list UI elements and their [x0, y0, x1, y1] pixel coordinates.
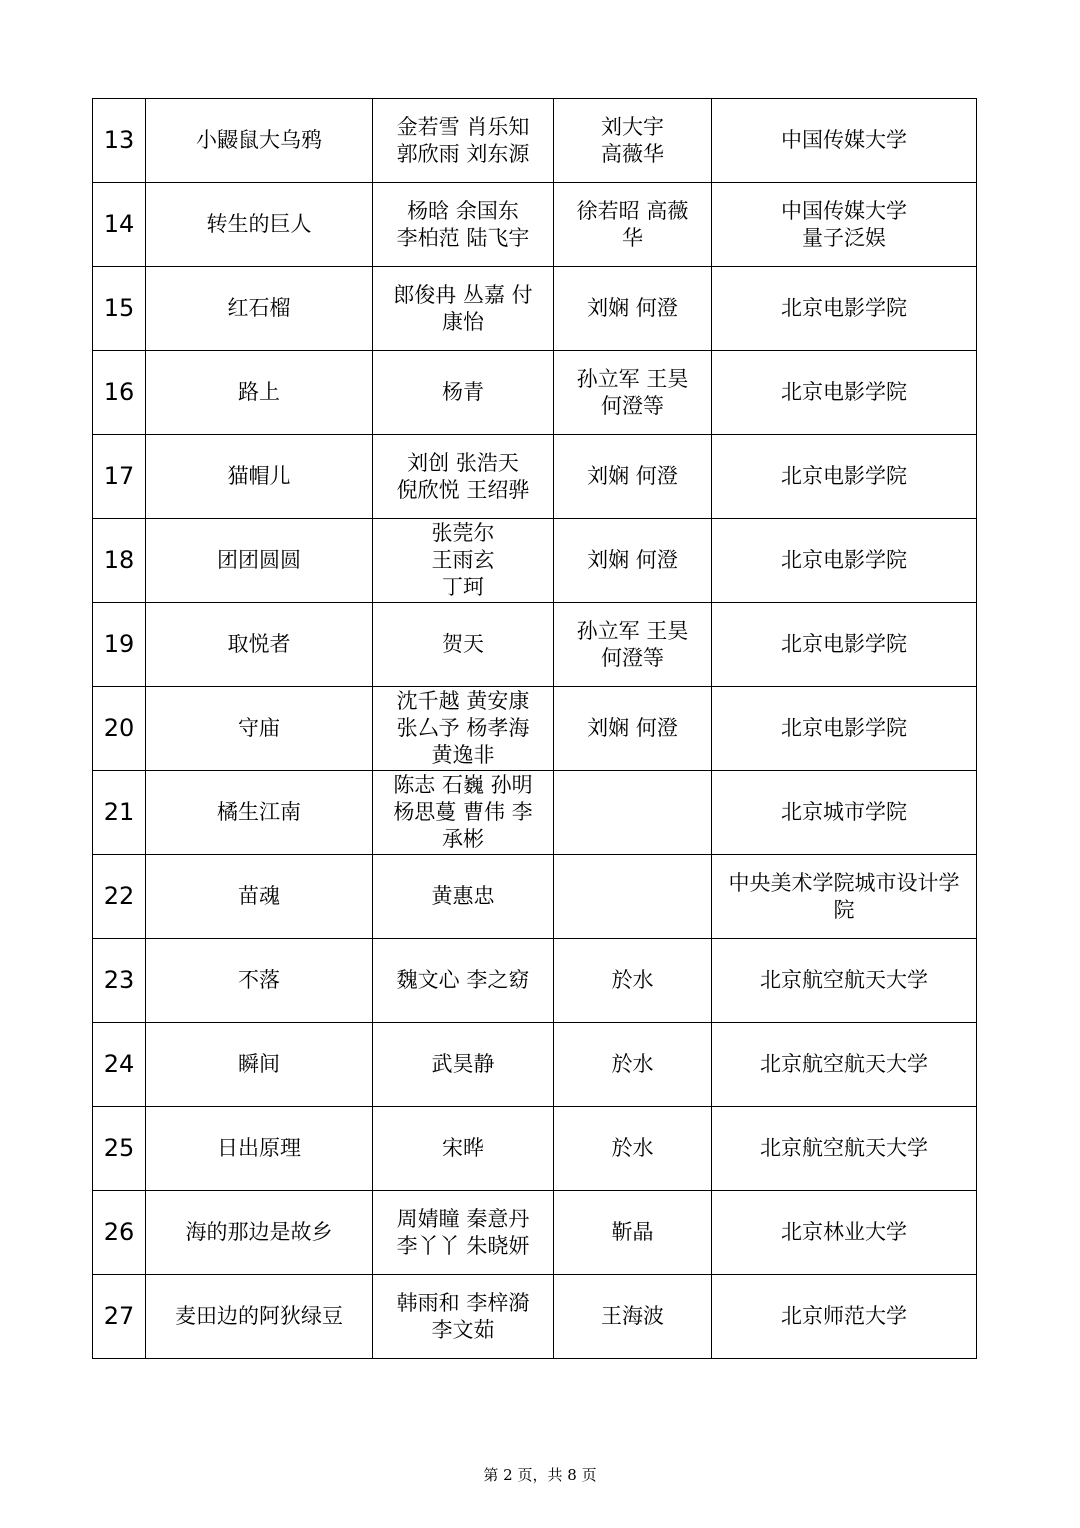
row-number: 25 [93, 1107, 146, 1191]
authors-cell: 贺天 [373, 603, 554, 687]
authors-cell: 刘创 张浩天 倪欣悦 王绍骅 [373, 435, 554, 519]
table-row [93, 1107, 977, 1191]
table-row [93, 939, 977, 1023]
work-title: 红石榴 [146, 267, 373, 351]
row-number: 16 [93, 351, 146, 435]
work-title: 瞬间 [146, 1023, 373, 1107]
row-number: 22 [93, 855, 146, 939]
table-row [93, 183, 977, 267]
table-row [93, 687, 977, 771]
authors-cell: 杨青 [373, 351, 554, 435]
work-title: 转生的巨人 [146, 183, 373, 267]
school-cell: 北京林业大学 [712, 1191, 977, 1275]
authors-cell: 陈志 石巍 孙明 杨思蔓 曹伟 李 承彬 [373, 771, 554, 855]
advisors-cell: 刘娴 何澄 [554, 687, 712, 771]
work-title: 日出原理 [146, 1107, 373, 1191]
authors-cell: 魏文心 李之窈 [373, 939, 554, 1023]
row-number: 23 [93, 939, 146, 1023]
work-title: 路上 [146, 351, 373, 435]
authors-cell: 杨晗 余国东 李柏范 陆飞宇 [373, 183, 554, 267]
authors-cell: 郎俊冉 丛嘉 付 康怡 [373, 267, 554, 351]
table-row [93, 771, 977, 855]
page-footer: 第 2 页，共 8 页 [483, 1466, 597, 1484]
advisors-cell: 王海波 [554, 1275, 712, 1359]
school-cell: 北京电影学院 [712, 519, 977, 603]
school-cell: 北京电影学院 [712, 603, 977, 687]
row-number: 21 [93, 771, 146, 855]
school-cell: 北京航空航天大学 [712, 939, 977, 1023]
row-number: 19 [93, 603, 146, 687]
advisors-cell: 刘大宇 高薇华 [554, 99, 712, 183]
school-cell: 中国传媒大学 [712, 99, 977, 183]
row-number: 27 [93, 1275, 146, 1359]
table-row [93, 1023, 977, 1107]
advisors-cell [554, 771, 712, 855]
school-cell: 北京电影学院 [712, 267, 977, 351]
row-number: 13 [93, 99, 146, 183]
row-number: 24 [93, 1023, 146, 1107]
authors-cell: 周婧瞳 秦意丹 李丫丫 朱晓妍 [373, 1191, 554, 1275]
award-list-table [92, 98, 977, 1359]
advisors-cell: 刘娴 何澄 [554, 267, 712, 351]
authors-cell: 宋晔 [373, 1107, 554, 1191]
row-number: 26 [93, 1191, 146, 1275]
school-cell: 北京航空航天大学 [712, 1023, 977, 1107]
row-number: 17 [93, 435, 146, 519]
advisors-cell: 孙立军 王昊 何澄等 [554, 603, 712, 687]
row-number: 18 [93, 519, 146, 603]
school-cell: 北京电影学院 [712, 687, 977, 771]
row-number: 20 [93, 687, 146, 771]
advisors-cell: 孙立军 王昊 何澄等 [554, 351, 712, 435]
work-title: 麦田边的阿狄绿豆 [146, 1275, 373, 1359]
table-row [93, 351, 977, 435]
advisors-cell: 靳晶 [554, 1191, 712, 1275]
advisors-cell [554, 855, 712, 939]
authors-cell: 黄惠忠 [373, 855, 554, 939]
table-row [93, 519, 977, 603]
work-title: 取悦者 [146, 603, 373, 687]
work-title: 橘生江南 [146, 771, 373, 855]
table-row [93, 267, 977, 351]
advisors-cell: 刘娴 何澄 [554, 435, 712, 519]
row-number: 14 [93, 183, 146, 267]
table-row [93, 99, 977, 183]
school-cell: 北京城市学院 [712, 771, 977, 855]
work-title: 团团圆圆 [146, 519, 373, 603]
work-title: 守庙 [146, 687, 373, 771]
advisors-cell: 刘娴 何澄 [554, 519, 712, 603]
row-number: 15 [93, 267, 146, 351]
school-cell: 北京航空航天大学 [712, 1107, 977, 1191]
table-body [93, 99, 977, 1359]
advisors-cell: 於水 [554, 1107, 712, 1191]
work-title: 海的那边是故乡 [146, 1191, 373, 1275]
work-title: 小鼹鼠大乌鸦 [146, 99, 373, 183]
school-cell: 北京电影学院 [712, 351, 977, 435]
table-row [93, 603, 977, 687]
school-cell: 北京电影学院 [712, 435, 977, 519]
authors-cell: 沈千越 黄安康 张厶予 杨孝海 黄逸非 [373, 687, 554, 771]
school-cell: 中央美术学院城市设计学 院 [712, 855, 977, 939]
authors-cell: 武昊静 [373, 1023, 554, 1107]
table-row [93, 855, 977, 939]
table-row [93, 1191, 977, 1275]
work-title: 苗魂 [146, 855, 373, 939]
work-title: 不落 [146, 939, 373, 1023]
school-cell: 北京师范大学 [712, 1275, 977, 1359]
authors-cell: 韩雨和 李梓漪 李文茹 [373, 1275, 554, 1359]
work-title: 猫帽儿 [146, 435, 373, 519]
school-cell: 中国传媒大学 量子泛娱 [712, 183, 977, 267]
advisors-cell: 於水 [554, 939, 712, 1023]
table-row [93, 435, 977, 519]
authors-cell: 金若雪 肖乐知 郭欣雨 刘东源 [373, 99, 554, 183]
table-row [93, 1275, 977, 1359]
advisors-cell: 於水 [554, 1023, 712, 1107]
authors-cell: 张莞尔 王雨玄 丁珂 [373, 519, 554, 603]
advisors-cell: 徐若昭 高薇 华 [554, 183, 712, 267]
